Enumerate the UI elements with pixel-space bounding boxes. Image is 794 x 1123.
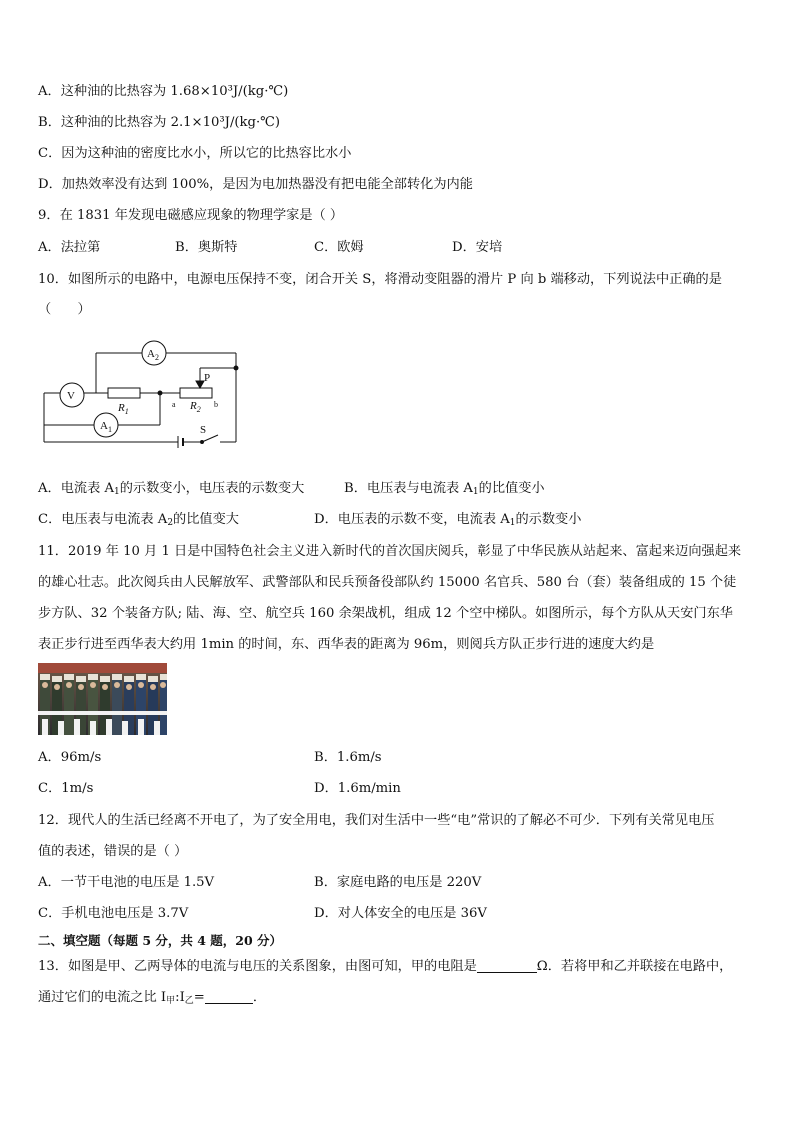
q11-line3: 步方队、32 个装备方队; 陆、海、空、航空兵 160 余架战机，组成 12 个空中梯队。如图所示，每个方队从天安门东华	[38, 606, 733, 621]
q13-text: :	[175, 990, 180, 1005]
subscript: 1	[509, 518, 516, 528]
q13-text: =	[193, 990, 205, 1005]
q11-option-a: A．96m/s	[38, 750, 102, 765]
answer-blank[interactable]	[477, 958, 537, 973]
q13-text: ．	[252, 990, 267, 1005]
q10-option-d-text: 的示数变小	[515, 512, 582, 527]
q10-option-c-text: C．电压表与电流表 A	[38, 512, 168, 527]
q11-option-c: C．1m/s	[38, 781, 94, 796]
q13-line2	[38, 989, 266, 1010]
q13-text: 通过它们的电流之比 I	[38, 990, 167, 1005]
q10-option-a-text: A．电流表 A	[38, 481, 114, 496]
a2-label: $A_2$	[147, 348, 159, 362]
answer-blank[interactable]	[205, 989, 253, 1004]
subscript: 1	[472, 487, 479, 497]
q12-option-a: A．一节干电池的电压是 1.5V	[38, 875, 215, 890]
q10-stem-line1: 10．如图所示的电路中，电源电压保持不变，闭合开关 S，将滑动变阻器的滑片 P 向 b 端移动，下列说法中正确的是	[38, 272, 722, 287]
p-label: P	[204, 372, 211, 384]
q10-option-d-text: D．电压表的示数不变，电流表 A	[314, 512, 510, 527]
q11-line4: 表正步行进至西华表大约用 1min 的时间，东、西华表的距离为 96m，则阅兵方队正步行进的速度大约是	[38, 637, 655, 652]
q12-line1: 12．现代人的生活已经离不开电了，为了安全用电，我们对生活中一些“电”常识的了解必不可少．下列有关常见电压	[38, 813, 715, 828]
q10-option-a-text: 的示数变小，电压表的示数变大	[119, 481, 305, 496]
q12-line2: 值的表述，错误的是（ ）	[38, 844, 188, 859]
q10-option-b-text: B．电压表与电流表 A	[344, 481, 473, 496]
q9-option-d: D．安培	[452, 240, 503, 255]
q11-line2: 的雄心壮志。此次阅兵由人民解放军、武警部队和民兵预备役部队约 15000 名官兵、580 台（套）装备组成的 15 个徒	[38, 575, 737, 590]
circuit-diagram	[38, 337, 243, 449]
q13-text: Ω．若将甲和乙并联接在电路中，	[536, 959, 733, 974]
resistor-r1	[108, 388, 140, 398]
q11-option-d: D．1.6m/min	[314, 781, 401, 796]
r1-label: $R_1$	[118, 402, 129, 416]
q10-option-b	[344, 480, 545, 501]
s-label: S	[200, 424, 207, 436]
section-heading: 二、填空题（每题 5 分，共 4 题，20 分）	[38, 933, 283, 948]
q13-line1	[38, 958, 732, 976]
q10-option-c	[38, 511, 239, 532]
q10-option-b-text: 的比值变小	[478, 481, 545, 496]
switch-blade	[202, 435, 218, 442]
parade-photo	[38, 663, 167, 735]
q9-option-b: B．奥斯特	[175, 240, 238, 255]
r2-label: $R_2$	[190, 400, 201, 414]
subscript: 1	[114, 487, 120, 497]
q13-text: I	[179, 990, 185, 1005]
q8-option-c: C．因为这种油的密度比水小，所以它的比热容比水小	[38, 146, 352, 161]
q10-option-a	[38, 480, 304, 501]
v-label: V	[67, 390, 75, 402]
q13-text: 13．如图是甲、乙两导体的电流与电压的关系图象，由图可知，甲的电阻是	[38, 959, 477, 974]
subscript: 甲	[166, 996, 176, 1006]
a-terminal-label: a	[172, 400, 176, 409]
q8-option-b: B．这种油的比热容为 2.1×10³J/(kg·℃)	[38, 115, 281, 130]
q8-option-d: D．加热效率没有达到 100%，是因为电加热器没有把电能全部转化为内能	[38, 177, 473, 192]
q11-option-b: B．1.6m/s	[314, 750, 382, 765]
resistor-r2	[180, 388, 212, 398]
q11-line1: 11．2019 年 10 月 1 日是中国特色社会主义进入新时代的首次国庆阅兵，彰显了中华民族从站起来、富起来迈向强起来	[38, 544, 742, 559]
q9-option-a: A．法拉第	[38, 240, 101, 255]
q10-option-c-text: 的比值变大	[173, 512, 239, 527]
q10-option-d	[314, 511, 581, 532]
q9-stem: 9．在 1831 年发现电磁感应现象的物理学家是（ ）	[38, 208, 344, 223]
a1-label: $A_1$	[100, 420, 112, 434]
subscript: 2	[167, 518, 174, 528]
b-terminal-label: b	[214, 400, 218, 409]
q9-option-c: C．欧姆	[314, 240, 364, 255]
q10-stem-line2: （ ）	[38, 302, 91, 317]
q12-option-d: D．对人体安全的电压是 36V	[314, 906, 487, 921]
slider-arrow	[196, 381, 204, 388]
q12-option-c: C．手机电池电压是 3.7V	[38, 906, 189, 921]
subscript: 乙	[184, 996, 194, 1006]
q8-option-a: A．这种油的比热容为 1.68×10³J/(kg·℃)	[38, 84, 289, 99]
q12-option-b: B．家庭电路的电压是 220V	[314, 875, 482, 890]
